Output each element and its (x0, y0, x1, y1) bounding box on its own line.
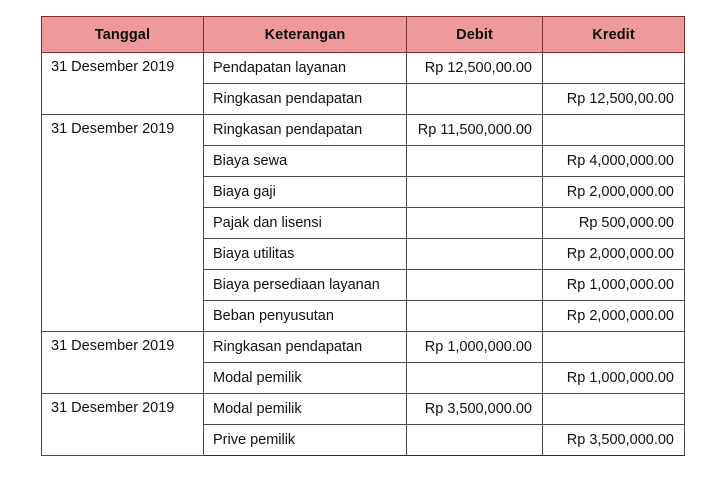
cell-debit-empty (407, 270, 543, 301)
cell-keterangan: Prive pemilik (204, 425, 407, 456)
column-header-keterangan: Keterangan (204, 17, 407, 53)
table-row (42, 332, 685, 363)
cell-keterangan: Ringkasan pendapatan (204, 115, 407, 146)
cell-tanggal: 31 Desember 2019 (42, 115, 204, 332)
column-header-kredit: Kredit (543, 17, 685, 53)
column-header-debit: Debit (407, 17, 543, 53)
cell-debit-empty (407, 363, 543, 394)
cell-keterangan: Ringkasan pendapatan (204, 84, 407, 115)
cell-debit: Rp 12,500,00.00 (407, 53, 543, 84)
table-body (42, 53, 685, 456)
cell-debit-empty (407, 84, 543, 115)
cell-debit-empty (407, 239, 543, 270)
cell-kredit: Rp 1,000,000.00 (543, 363, 685, 394)
cell-tanggal: 31 Desember 2019 (42, 394, 204, 456)
cell-kredit: Rp 2,000,000.00 (543, 239, 685, 270)
cell-kredit: Rp 4,000,000.00 (543, 146, 685, 177)
cell-keterangan: Beban penyusutan (204, 301, 407, 332)
cell-kredit: Rp 500,000.00 (543, 208, 685, 239)
cell-tanggal: 31 Desember 2019 (42, 332, 204, 394)
cell-kredit: Rp 1,000,000.00 (543, 270, 685, 301)
cell-debit-empty (407, 425, 543, 456)
cell-kredit: Rp 12,500,00.00 (543, 84, 685, 115)
table-row (42, 394, 685, 425)
cell-keterangan: Biaya persediaan layanan (204, 270, 407, 301)
cell-keterangan: Pendapatan layanan (204, 53, 407, 84)
cell-tanggal: 31 Desember 2019 (42, 53, 204, 115)
cell-keterangan: Ringkasan pendapatan (204, 332, 407, 363)
table-header (42, 17, 685, 53)
cell-kredit-empty (543, 394, 685, 425)
cell-keterangan: Modal pemilik (204, 363, 407, 394)
cell-keterangan: Modal pemilik (204, 394, 407, 425)
column-header-tanggal: Tanggal (42, 17, 204, 53)
cell-debit-empty (407, 208, 543, 239)
cell-keterangan: Biaya sewa (204, 146, 407, 177)
cell-kredit: Rp 2,000,000.00 (543, 177, 685, 208)
table-row (42, 115, 685, 146)
journal-table-container (41, 16, 684, 456)
header-row (42, 17, 685, 53)
cell-keterangan: Biaya gaji (204, 177, 407, 208)
cell-kredit: Rp 2,000,000.00 (543, 301, 685, 332)
cell-debit-empty (407, 146, 543, 177)
cell-kredit-empty (543, 332, 685, 363)
table-row (42, 53, 685, 84)
cell-debit: Rp 1,000,000.00 (407, 332, 543, 363)
cell-kredit-empty (543, 53, 685, 84)
cell-kredit-empty (543, 115, 685, 146)
cell-keterangan: Pajak dan lisensi (204, 208, 407, 239)
cell-keterangan: Biaya utilitas (204, 239, 407, 270)
cell-debit: Rp 3,500,000.00 (407, 394, 543, 425)
cell-debit-empty (407, 177, 543, 208)
jurnal-penutup-table (41, 16, 685, 456)
cell-debit-empty (407, 301, 543, 332)
cell-debit: Rp 11,500,000.00 (407, 115, 543, 146)
cell-kredit: Rp 3,500,000.00 (543, 425, 685, 456)
